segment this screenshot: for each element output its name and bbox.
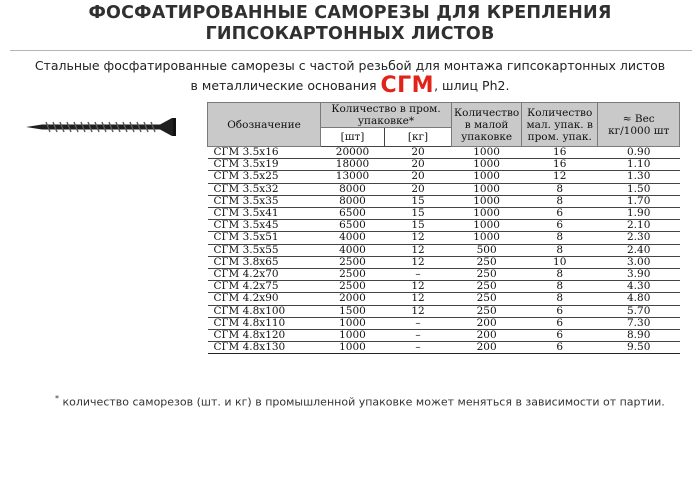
cell-qty-kg: – [385, 269, 452, 281]
header-designation: Обозначение [208, 103, 321, 147]
cell-name: СГМ 4.8х110 [208, 317, 321, 329]
cell-qty-kg: 15 [385, 195, 452, 207]
cell-small-pcs: 250 [452, 269, 522, 281]
cell-weight: 1.50 [598, 183, 680, 195]
specs-table [207, 102, 680, 354]
table-row [208, 244, 680, 256]
cell-qty-kg: 12 [385, 244, 452, 256]
cell-qty-pcs: 2000 [321, 293, 385, 305]
page-title-line1: ФОСФАТИРОВАННЫЕ САМОРЕЗЫ ДЛЯ КРЕПЛЕНИЯ [88, 3, 612, 23]
cell-qty-kg: 15 [385, 220, 452, 232]
cell-small-pcs: 1000 [452, 147, 522, 159]
cell-name: СГМ 4.2х90 [208, 293, 321, 305]
cell-weight: 1.30 [598, 171, 680, 183]
cell-packs: 8 [522, 293, 598, 305]
header-qty-industrial: Количество в пром. упаковке* [321, 103, 452, 128]
cell-qty-kg: 12 [385, 293, 452, 305]
cell-packs: 6 [522, 220, 598, 232]
header-qty-small: Количество в малой упаковке [452, 103, 522, 147]
table-row [208, 159, 680, 171]
cell-packs: 8 [522, 195, 598, 207]
cell-weight: 3.00 [598, 256, 680, 268]
screw-icon [22, 116, 178, 138]
footnote-mark: * [55, 394, 59, 403]
title-divider [10, 50, 692, 51]
cell-packs: 12 [522, 171, 598, 183]
table-row [208, 330, 680, 342]
cell-name: СГМ 4.8х100 [208, 305, 321, 317]
cell-qty-pcs: 8000 [321, 195, 385, 207]
cell-qty-pcs: 4000 [321, 244, 385, 256]
footnote [55, 394, 665, 409]
table-row [208, 147, 680, 159]
cell-qty-kg: – [385, 342, 452, 354]
cell-qty-kg: 20 [385, 183, 452, 195]
cell-weight: 9.50 [598, 342, 680, 354]
cell-qty-kg: 12 [385, 281, 452, 293]
cell-small-pcs: 1000 [452, 220, 522, 232]
table-row [208, 293, 680, 305]
cell-qty-kg: 12 [385, 232, 452, 244]
cell-name: СГМ 3.5х41 [208, 208, 321, 220]
cell-name: СГМ 3.5х16 [208, 147, 321, 159]
table-row [208, 232, 680, 244]
cell-qty-kg: 20 [385, 147, 452, 159]
cell-qty-kg: 15 [385, 208, 452, 220]
subtitle-line2-before: в металлические основания [190, 78, 381, 93]
cell-small-pcs: 1000 [452, 195, 522, 207]
subtitle-line2-after: , шлиц Ph2. [434, 78, 510, 93]
table-row [208, 208, 680, 220]
cell-small-pcs: 500 [452, 244, 522, 256]
cell-qty-kg: – [385, 330, 452, 342]
cell-packs: 16 [522, 147, 598, 159]
cell-name: СГМ 3.8х65 [208, 256, 321, 268]
cell-packs: 8 [522, 232, 598, 244]
cell-weight: 2.10 [598, 220, 680, 232]
cell-packs: 10 [522, 256, 598, 268]
cell-name: СГМ 3.5х32 [208, 183, 321, 195]
cell-qty-pcs: 1000 [321, 342, 385, 354]
cell-packs: 8 [522, 269, 598, 281]
table-row [208, 256, 680, 268]
table-row [208, 281, 680, 293]
cell-weight: 8.90 [598, 330, 680, 342]
cell-packs: 6 [522, 317, 598, 329]
cell-qty-pcs: 20000 [321, 147, 385, 159]
cell-qty-pcs: 2500 [321, 281, 385, 293]
cell-small-pcs: 1000 [452, 159, 522, 171]
cell-weight: 1.10 [598, 159, 680, 171]
cell-small-pcs: 250 [452, 305, 522, 317]
cell-qty-pcs: 8000 [321, 183, 385, 195]
cell-qty-pcs: 6500 [321, 208, 385, 220]
cell-qty-kg: 12 [385, 256, 452, 268]
cell-weight: 5.70 [598, 305, 680, 317]
header-weight: ≈ Вес кг/1000 шт [598, 103, 680, 147]
cell-weight: 7.30 [598, 317, 680, 329]
table-row [208, 317, 680, 329]
cell-packs: 8 [522, 281, 598, 293]
cell-packs: 6 [522, 305, 598, 317]
unit-kg: [кг] [385, 128, 452, 147]
cell-packs: 6 [522, 342, 598, 354]
cell-qty-pcs: 1500 [321, 305, 385, 317]
cell-small-pcs: 200 [452, 330, 522, 342]
cell-weight: 3.90 [598, 269, 680, 281]
cell-qty-pcs: 18000 [321, 159, 385, 171]
cell-qty-pcs: 2500 [321, 256, 385, 268]
header-qty-small-in-industrial: Количество мал. упак. в пром. упак. [522, 103, 598, 147]
cell-weight: 2.40 [598, 244, 680, 256]
cell-name: СГМ 4.2х75 [208, 281, 321, 293]
cell-name: СГМ 4.8х130 [208, 342, 321, 354]
cell-small-pcs: 1000 [452, 171, 522, 183]
subtitle-line1: Стальные фосфатированные саморезы с частой резьбой для монтажа гипсокартонных листов [34, 58, 666, 73]
table-row [208, 171, 680, 183]
cell-name: СГМ 3.5х19 [208, 159, 321, 171]
cell-packs: 8 [522, 183, 598, 195]
cell-small-pcs: 250 [452, 281, 522, 293]
cell-small-pcs: 250 [452, 256, 522, 268]
cell-name: СГМ 4.2х70 [208, 269, 321, 281]
cell-qty-kg: 20 [385, 159, 452, 171]
cell-small-pcs: 1000 [452, 183, 522, 195]
cell-weight: 4.30 [598, 281, 680, 293]
subtitle-line2 [0, 73, 700, 98]
cell-small-pcs: 200 [452, 342, 522, 354]
cell-name: СГМ 3.5х25 [208, 171, 321, 183]
cell-qty-pcs: 4000 [321, 232, 385, 244]
table-row [208, 220, 680, 232]
page-title-line2: ГИПСОКАРТОННЫХ ЛИСТОВ [205, 24, 495, 44]
footnote-text: количество саморезов (шт. и кг) в промышленной упаковке может меняться в зависимости от партии. [59, 395, 665, 409]
cell-small-pcs: 250 [452, 293, 522, 305]
cell-packs: 6 [522, 208, 598, 220]
cell-weight: 4.80 [598, 293, 680, 305]
cell-packs: 6 [522, 330, 598, 342]
cell-weight: 2.30 [598, 232, 680, 244]
cell-packs: 8 [522, 244, 598, 256]
cell-qty-pcs: 1000 [321, 330, 385, 342]
cell-small-pcs: 200 [452, 317, 522, 329]
cell-name: СГМ 3.5х45 [208, 220, 321, 232]
cell-packs: 16 [522, 159, 598, 171]
cell-small-pcs: 1000 [452, 208, 522, 220]
cell-qty-kg: 20 [385, 171, 452, 183]
table-row [208, 183, 680, 195]
cell-name: СГМ 3.5х55 [208, 244, 321, 256]
cell-qty-kg: – [385, 317, 452, 329]
brand-name: СГМ [380, 73, 435, 98]
cell-qty-pcs: 6500 [321, 220, 385, 232]
cell-weight: 1.70 [598, 195, 680, 207]
table-row [208, 305, 680, 317]
cell-name: СГМ 4.8х120 [208, 330, 321, 342]
cell-qty-pcs: 2500 [321, 269, 385, 281]
cell-weight: 1.90 [598, 208, 680, 220]
table-row [208, 195, 680, 207]
cell-qty-pcs: 13000 [321, 171, 385, 183]
table-row [208, 342, 680, 354]
cell-small-pcs: 1000 [452, 232, 522, 244]
cell-name: СГМ 3.5х51 [208, 232, 321, 244]
cell-weight: 0.90 [598, 147, 680, 159]
cell-qty-pcs: 1000 [321, 317, 385, 329]
unit-pcs: [шт] [321, 128, 385, 147]
table-row [208, 269, 680, 281]
cell-qty-kg: 12 [385, 305, 452, 317]
cell-name: СГМ 3.5х35 [208, 195, 321, 207]
